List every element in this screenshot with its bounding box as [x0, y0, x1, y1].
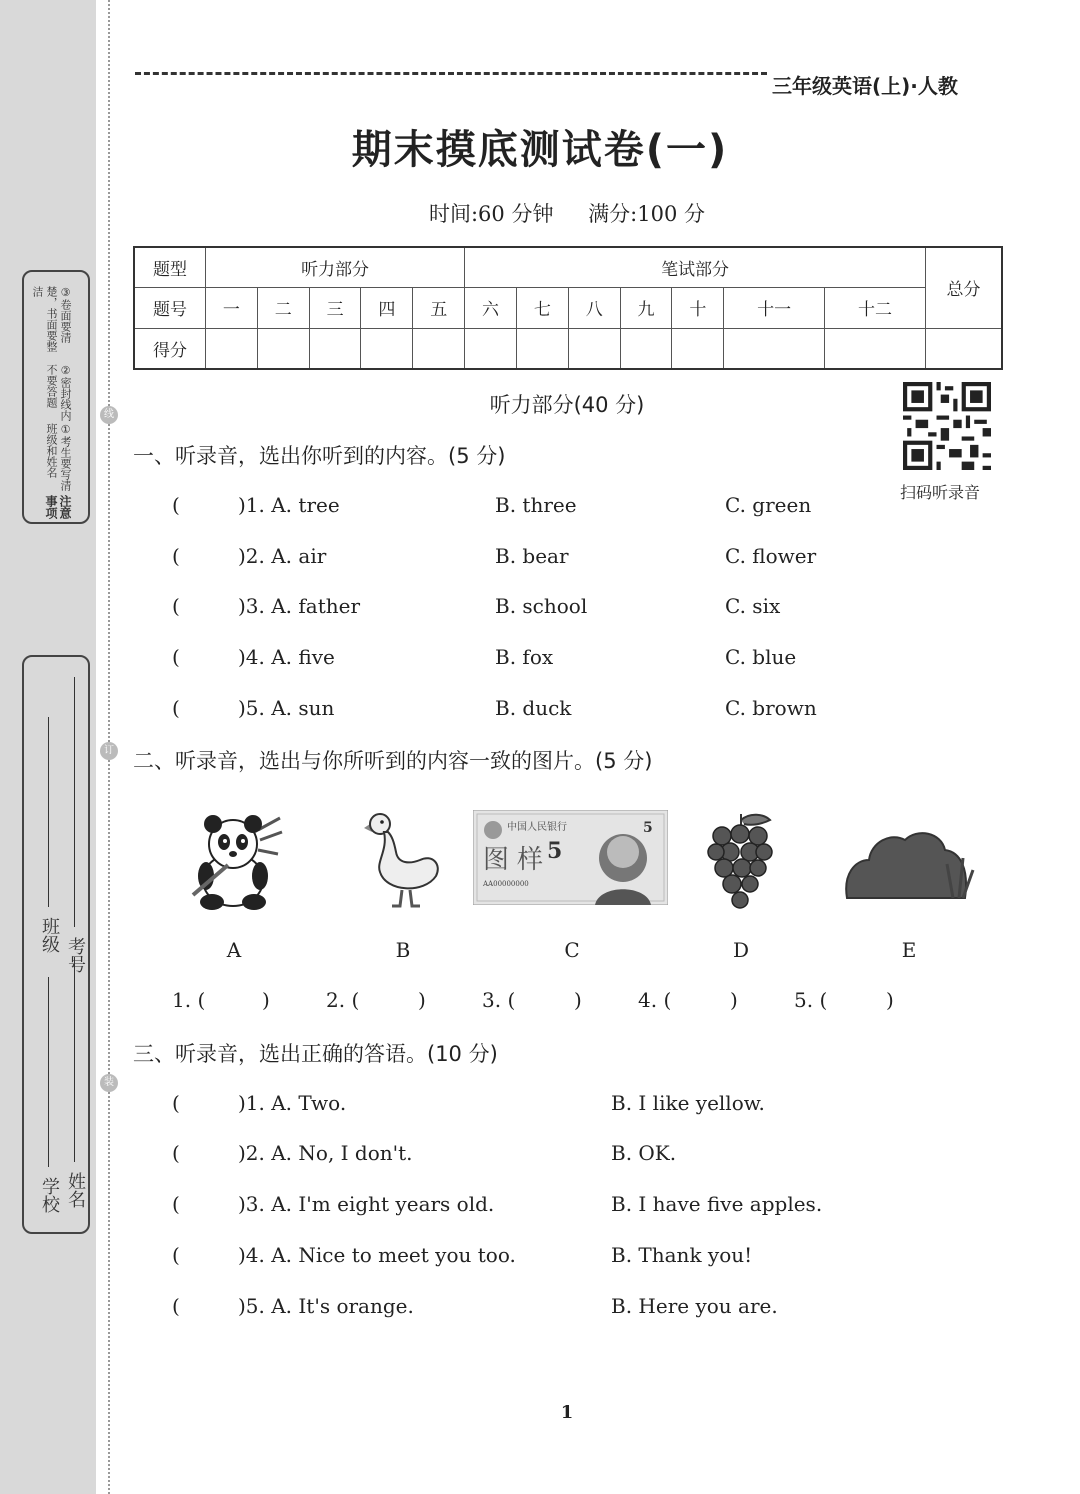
- page-title: 期末摸底测试卷(一): [351, 127, 729, 173]
- page-number: 1: [560, 1402, 574, 1423]
- score-cell[interactable]: [206, 328, 258, 369]
- answer-paren[interactable]: (: [172, 1091, 180, 1115]
- picture-label: E: [901, 938, 917, 962]
- class-label: 班级: [39, 917, 60, 953]
- student-info-box: [22, 655, 90, 1234]
- picture-label: D: [732, 938, 750, 962]
- question-number: 五: [413, 288, 465, 328]
- question-number: 十一: [724, 288, 825, 328]
- score-cell[interactable]: [568, 328, 620, 369]
- option-b: B. bear: [495, 544, 569, 568]
- score-cell[interactable]: [620, 328, 672, 369]
- listening-part-header: 听力部分: [206, 247, 465, 288]
- option-b: B. OK.: [611, 1141, 677, 1165]
- option-a: )5. A. sun: [238, 696, 335, 720]
- option-a: )4. A. Nice to meet you too.: [238, 1243, 516, 1267]
- score-cell[interactable]: [516, 328, 568, 369]
- banknote-icon: [473, 810, 668, 905]
- written-part-header: 笔试部分: [465, 247, 926, 288]
- cut-mark: 装: [100, 1074, 118, 1092]
- question-number: 八: [568, 288, 620, 328]
- panda-icon: [188, 810, 283, 910]
- option-c: C. green: [725, 493, 812, 517]
- answer-paren[interactable]: (: [172, 645, 180, 669]
- score-cell[interactable]: [465, 328, 517, 369]
- answer-paren[interactable]: (: [172, 1294, 180, 1318]
- option-a: )1. A. tree: [238, 493, 340, 517]
- answer-blank-close: ): [886, 988, 894, 1012]
- answer-blank[interactable]: 3. (: [482, 988, 516, 1012]
- qr-label: 扫码听录音: [900, 483, 981, 502]
- header-dash-line: [135, 72, 767, 75]
- question-number: 九: [620, 288, 672, 328]
- full-score: 满分:100 分: [588, 202, 705, 226]
- picture-label: A: [226, 938, 242, 962]
- banknote-denomination: 5: [547, 838, 563, 864]
- question-number: 三: [309, 288, 361, 328]
- school-field[interactable]: [48, 977, 49, 1167]
- row-head-score: 得分: [134, 328, 206, 369]
- score-cell[interactable]: [309, 328, 361, 369]
- total-header: 总分: [926, 247, 1003, 328]
- name-label: 姓名: [65, 1172, 86, 1208]
- picture-label: C: [564, 938, 580, 962]
- question-number: 六: [465, 288, 517, 328]
- note-item: ①考生要写清班级和姓名: [45, 423, 72, 492]
- option-b: B. I have five apples.: [611, 1192, 823, 1216]
- bush-icon: [843, 824, 975, 900]
- answer-paren[interactable]: (: [172, 1243, 180, 1267]
- question-number: 一: [206, 288, 258, 328]
- banknote-bank-name: 中国人民银行: [507, 822, 567, 833]
- answer-paren[interactable]: (: [172, 1192, 180, 1216]
- section2-heading: 二、听录音，选出与你所听到的内容一致的图片。(5 分): [133, 749, 653, 773]
- row-head-type: 题型: [134, 247, 206, 288]
- notes-title: 注意事项: [44, 494, 72, 519]
- answer-paren[interactable]: (: [172, 544, 180, 568]
- listening-section-title: 听力部分(40 分): [489, 393, 645, 417]
- question-number: 七: [516, 288, 568, 328]
- score-table: [133, 246, 1003, 370]
- question-number: 四: [361, 288, 413, 328]
- exam-number-label: 考号: [65, 937, 86, 973]
- time-limit: 时间:60 分钟: [428, 202, 554, 226]
- grapes-icon: [706, 810, 776, 910]
- answer-blank[interactable]: 2. (: [326, 988, 360, 1012]
- question-number: 二: [257, 288, 309, 328]
- option-c: C. brown: [725, 696, 817, 720]
- note-item: ②密封线内不要答题: [45, 363, 72, 421]
- option-a: )2. A. air: [238, 544, 327, 568]
- cut-mark: 线: [100, 406, 118, 424]
- exam-info: [0, 198, 1080, 228]
- score-cell[interactable]: [825, 328, 926, 369]
- banknote-specimen-2: 样: [517, 845, 544, 875]
- banknote-specimen-1: 图: [483, 845, 510, 875]
- option-a: )2. A. No, I don't.: [238, 1141, 413, 1165]
- exam-number-field[interactable]: [74, 677, 75, 927]
- option-a: )3. A. I'm eight years old.: [238, 1192, 495, 1216]
- banknote-denomination-corner: 5: [643, 820, 653, 836]
- question-number: 十二: [825, 288, 926, 328]
- answer-blank[interactable]: 1. (: [172, 988, 206, 1012]
- cut-mark: 订: [100, 742, 118, 760]
- answer-blank[interactable]: 5. (: [794, 988, 828, 1012]
- row-head-number: 题号: [134, 288, 206, 328]
- answer-blank[interactable]: 4. (: [638, 988, 672, 1012]
- option-b: B. duck: [495, 696, 572, 720]
- option-c: C. flower: [725, 544, 817, 568]
- score-cell[interactable]: [361, 328, 413, 369]
- score-cell[interactable]: [257, 328, 309, 369]
- qr-code-icon[interactable]: [903, 382, 991, 470]
- section1-heading: 一、听录音，选出你听到的内容。(5 分): [133, 444, 506, 468]
- answer-blank-close: ): [574, 988, 582, 1012]
- duck-icon: [362, 810, 442, 910]
- score-cell[interactable]: [413, 328, 465, 369]
- answer-blank-close: ): [418, 988, 426, 1012]
- total-score-cell[interactable]: [926, 328, 1003, 369]
- option-b: B. three: [495, 493, 577, 517]
- option-c: C. six: [725, 594, 781, 618]
- option-b: B. Here you are.: [611, 1294, 778, 1318]
- answer-paren[interactable]: (: [172, 1141, 180, 1165]
- banknote-serial: AA00000000: [483, 880, 529, 888]
- option-a: )1. A. Two.: [238, 1091, 347, 1115]
- option-c: C. blue: [725, 645, 797, 669]
- answer-blank-close: ): [730, 988, 738, 1012]
- subject-label: 三年级英语(上)·人教: [772, 74, 958, 98]
- section3-heading: 三、听录音，选出正确的答语。(10 分): [133, 1042, 498, 1066]
- option-b: B. fox: [495, 645, 554, 669]
- class-field[interactable]: [48, 717, 49, 907]
- option-b: B. I like yellow.: [611, 1091, 765, 1115]
- answer-paren[interactable]: (: [172, 594, 180, 618]
- name-field[interactable]: [74, 957, 75, 1162]
- score-cell[interactable]: [724, 328, 825, 369]
- picture-label: B: [395, 938, 411, 962]
- answer-paren[interactable]: (: [172, 696, 180, 720]
- note-item: ③卷面要清楚，书面要整洁: [31, 286, 72, 352]
- option-b: B. school: [495, 594, 588, 618]
- question-number: 十: [672, 288, 724, 328]
- option-a: )5. A. It's orange.: [238, 1294, 414, 1318]
- answer-paren[interactable]: (: [172, 493, 180, 517]
- option-b: B. Thank you!: [611, 1243, 753, 1267]
- option-a: )4. A. five: [238, 645, 335, 669]
- option-a: )3. A. father: [238, 594, 361, 618]
- school-label: 学校: [39, 1177, 60, 1213]
- score-cell[interactable]: [672, 328, 724, 369]
- answer-blank-close: ): [262, 988, 270, 1012]
